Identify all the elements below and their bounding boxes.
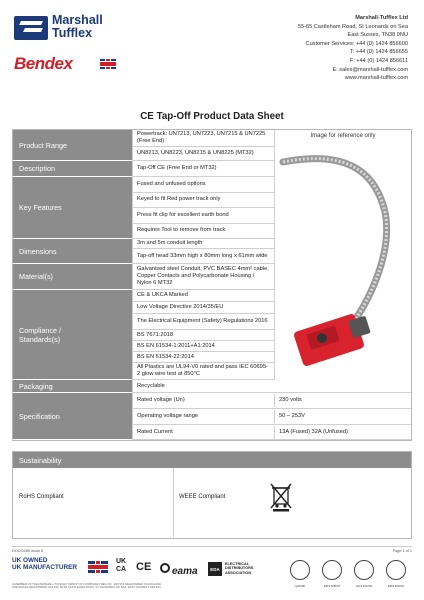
row-dimensions (13, 239, 411, 264)
uk-owned-line2: UK MANUFACTURER (12, 564, 77, 572)
eda-text: ELECTRICAL DISTRIBUTORS ASSOCIATION (225, 562, 254, 575)
row-packaging (13, 380, 411, 393)
cert-number: EMS 528578 (323, 584, 341, 588)
document-title: CE Tap-Off Product Data Sheet (140, 111, 284, 122)
brand-line2: Tufflex (52, 26, 93, 40)
beama-logo-icon (160, 563, 170, 573)
description-value: Tap-Off CE (Free End or MT32) (132, 161, 274, 177)
spec-value: 13A (Fused) 32A (Unfused) (279, 428, 348, 435)
email-link[interactable]: E: sales@marshall-tufflex.com (332, 66, 408, 73)
cert-number: Q09186 (295, 584, 305, 588)
feature-item: Requires Tool to remove from track (132, 224, 274, 240)
customer-services: Customer Services: +44 (0) 1424 856600 (305, 40, 408, 47)
standard-item: CE & UKCA Marked (132, 290, 274, 302)
standard-item: BS EN 61534-1:2011+A1:2014 (132, 341, 274, 352)
image-caption: Image for reference only (310, 133, 376, 139)
feature-item: Fused and unfused options (132, 177, 274, 193)
packaging-value: Recyclable (132, 380, 411, 393)
sustainability-heading: Sustainability (13, 452, 411, 468)
spec-name: Rated voltage (Un) (133, 394, 275, 407)
label-product-range: Product Range (13, 130, 132, 161)
brand-name (52, 14, 103, 40)
row-materials (13, 264, 411, 290)
feature-item: Press fit clip for excellent earth bond (132, 208, 274, 224)
spec-item (132, 393, 411, 409)
bendex-logo: Bendex (14, 54, 73, 73)
cert-number: EMS 662091 (387, 584, 405, 588)
feature-item: Keyed to fit Red power track only (132, 193, 274, 209)
label-dimensions: Dimensions (13, 239, 132, 264)
label-key-features: Key Features (13, 177, 132, 239)
cert-number: OHS 663766 (355, 584, 373, 588)
telephone: T: +44 (0) 1424 856655 (349, 49, 408, 56)
row-description (13, 161, 411, 177)
label-description: Description (13, 161, 132, 177)
uk-owned-badge (12, 557, 77, 571)
legal-text: A MEMBER OF THE MARSHALL-TUFFLEX GROUP OF COMPANIES REG NO. 1027154 REGISTERED IN ENGLAND AND WALES REGISTERED OFFICE: 55-65 CASTLEHAM ROAD, ST LEONARDS ON SEA, EAST SUSSEX TN38 9NU (12, 582, 162, 590)
fax: F: +44 (0) 1424 856611 (349, 57, 408, 64)
materials-value: Galvanised steel Conduit, PVC BASEC 4mm² cable, Copper Contacts and Polycarbonate Housing / Nylon 6 MT32 (132, 264, 274, 290)
brand-line1: Marshall (52, 13, 103, 27)
dimension-item: Tap-off head 33mm high x 80mm long x 61mm wide (132, 249, 274, 264)
row-key-features (13, 177, 411, 239)
uk-owned-line1: UK OWNED (12, 557, 48, 564)
standard-item: BS 7671:2018 (132, 330, 274, 341)
beama-logo: eama (172, 566, 198, 577)
certification-badges (290, 560, 412, 590)
eda-logo (208, 560, 284, 580)
sustainability-section (12, 451, 412, 539)
spec-item (132, 425, 411, 440)
marshall-tufflex-logo-icon (14, 16, 48, 40)
row-compliance (13, 290, 411, 380)
standard-item: The Electrical Equipment (Safety) Regulations 2016 (132, 314, 274, 330)
website-link[interactable]: www.marshall-tufflex.com (344, 75, 408, 82)
iso-cert-icon (386, 560, 406, 580)
eda-box-icon: EDA (208, 562, 222, 576)
label-specification: Specification (13, 393, 132, 440)
company-name: Marshall-Tufflex Ltd (355, 15, 408, 21)
spec-value: 50 – 253V (279, 413, 305, 419)
standard-item: BS EN 61534-22:2014 (132, 352, 274, 363)
uk-flag-icon (100, 59, 116, 69)
product-range-line: UN8213, UN8223, UN8215 & UN8225 (MT32) (132, 147, 274, 161)
ukca-mark: UK CA (116, 558, 127, 573)
address-line2: East Sussex, TN38 9NU (347, 32, 408, 39)
bsi-cert-icon (290, 560, 310, 580)
spec-value: 230 volts (279, 397, 302, 403)
standard-item: All Plastics are UL94-V0 rated and pass IEC 60695-2 glow wire test at 850°C (132, 363, 274, 380)
product-range-line: Powertrack: UN7213, UN7223, UN7215 & UN7225 (Free End) (132, 130, 274, 147)
label-packaging: Packaging (13, 380, 132, 393)
page-number: Page 1 of 1 (392, 549, 412, 553)
weee-label: WEEE Compliant (179, 494, 226, 500)
product-spec-table (12, 129, 412, 441)
row-product-range (13, 130, 411, 161)
iso-cert-icon (354, 560, 374, 580)
ce-mark: CE (136, 561, 152, 573)
spec-item (132, 409, 411, 425)
divider (173, 468, 174, 538)
row-specification (13, 393, 411, 440)
standard-item: Low Voltage Directive 2014/35/EU (132, 302, 274, 314)
uk-flag-icon (88, 561, 108, 573)
spec-name: Rated Current (133, 426, 275, 439)
contact-block (298, 14, 408, 83)
weee-bin-icon (269, 482, 293, 512)
rohs-label: RoHS Compliant (19, 494, 64, 500)
dimension-item: 3m and 5m conduit length (132, 239, 274, 249)
spec-name: Operating voltage range (133, 410, 275, 423)
label-compliance: Compliance / Standards(s) (13, 290, 132, 380)
iso-cert-icon (322, 560, 342, 580)
footer-divider (12, 546, 412, 547)
address-line1: 55-65 Castleham Road, St Leonards on Sea (297, 23, 408, 30)
doc-reference: DOC/0289 Issue 8 (12, 549, 44, 553)
label-materials: Material(s) (13, 264, 132, 290)
